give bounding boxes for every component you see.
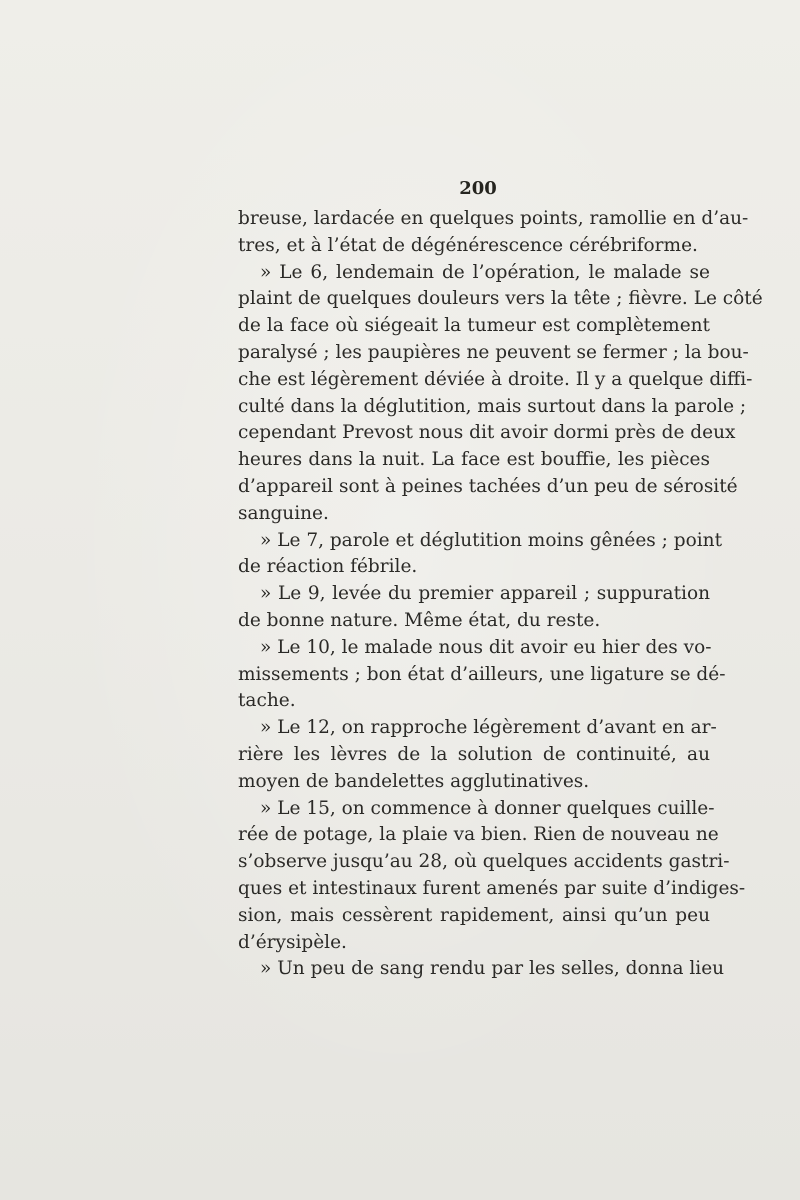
- text-line: moyen de bandelettes agglutinatives.: [238, 770, 590, 792]
- text-line: paralysé ; les paupières ne peuvent se fermer ; la bou-: [238, 341, 749, 363]
- text-line: tres, et à l’état de dégénérescence cérébriforme.: [238, 234, 698, 256]
- paragraph-start-line: » Un peu de sang rendu par les selles, donna lieu: [260, 958, 725, 980]
- paragraph-start-line: » Le 7, parole et déglutition moins gênées ; point: [260, 529, 723, 551]
- text-line: ques et intestinaux furent amenés par suite d’indiges-: [238, 877, 746, 899]
- text-line: s’observe jusqu’au 28, où quelques accidents gastri-: [238, 851, 730, 873]
- page-text-block: [238, 176, 763, 983]
- text-line: tache.: [238, 690, 296, 712]
- text-line: culté dans la déglutition, mais surtout dans la parole ;: [238, 395, 747, 417]
- text-line: plaint de quelques douleurs vers la tête ; fièvre. Le côté: [238, 288, 763, 310]
- text-line: rière les lèvres de la solution de continuité, au: [238, 743, 710, 765]
- text-line: che est légèrement déviée à droite. Il y a quelque diffi-: [238, 368, 753, 390]
- text-line: breuse, lardacée en quelques points, ramollie en d’au-: [238, 208, 749, 229]
- text-line: cependant Prevost nous dit avoir dormi près de deux: [238, 422, 736, 444]
- text-line: sion, mais cessèrent rapidement, ainsi qu’un peu: [238, 904, 710, 926]
- paragraph-start-line: » Le 15, on commence à donner quelques cuille-: [260, 797, 715, 819]
- paragraph-start-line: » Le 9, levée du premier appareil ; suppuration: [260, 583, 710, 605]
- text-line: heures dans la nuit. La face est bouffie, les pièces: [238, 449, 710, 471]
- text-line: rée de potage, la plaie va bien. Rien de nouveau ne: [238, 824, 719, 846]
- paragraph-start-line: » Le 6, lendemain de l’opération, le malade se: [260, 261, 710, 283]
- text-line: de la face où siégeait la tumeur est complètement: [238, 315, 710, 337]
- page-number: 200: [459, 178, 497, 199]
- paragraph-start-line: » Le 10, le malade nous dit avoir eu hier des vo-: [260, 636, 712, 658]
- paragraph-start-line: » Le 12, on rapproche légèrement d’avant en ar-: [260, 717, 717, 739]
- text-line: d’érysipèle.: [238, 931, 347, 953]
- text-line: d’appareil sont à peines tachées d’un peu de sérosité: [238, 475, 738, 497]
- text-line: missements ; bon état d’ailleurs, une ligature se dé-: [238, 663, 726, 685]
- text-line: de réaction fébrile.: [238, 556, 418, 578]
- text-line: de bonne nature. Même état, du reste.: [238, 609, 601, 631]
- text-line: sanguine.: [238, 502, 329, 524]
